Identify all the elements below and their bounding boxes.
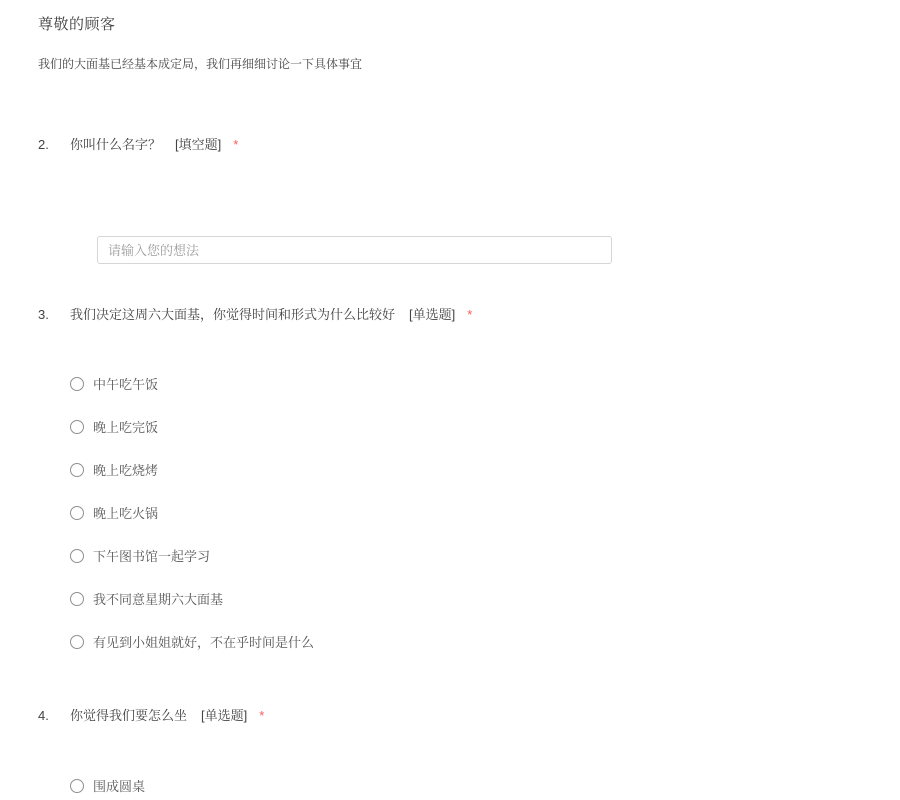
form-description: 我们的大面基已经基本成定局，我们再细细讨论一下具体事宜 bbox=[38, 57, 363, 71]
question-3-option-1[interactable] bbox=[70, 374, 314, 417]
question-4-single-choice bbox=[38, 706, 264, 725]
option-label: 晚上吃完饭 bbox=[93, 419, 159, 435]
question-3-option-4[interactable] bbox=[70, 503, 314, 546]
question-2-required-asterisk: * bbox=[233, 137, 239, 152]
radio-button-icon[interactable] bbox=[70, 549, 84, 563]
question-2-type-tag: [填空题] bbox=[175, 137, 222, 152]
question-4-option-1[interactable] bbox=[70, 776, 145, 800]
question-4-text: 你觉得我们要怎么坐 bbox=[70, 708, 188, 723]
question-3-option-6[interactable] bbox=[70, 589, 314, 632]
option-label: 围成圆桌 bbox=[93, 778, 146, 794]
question-4-type-tag: [单选题] bbox=[201, 708, 248, 723]
question-3-required-asterisk: * bbox=[467, 307, 473, 322]
question-2-answer-input[interactable] bbox=[97, 236, 612, 264]
radio-button-icon[interactable] bbox=[70, 420, 84, 434]
form-title: 尊敬的顾客 bbox=[38, 16, 116, 33]
option-label: 晚上吃烧烤 bbox=[93, 462, 159, 478]
option-label: 晚上吃火锅 bbox=[93, 505, 159, 521]
option-label: 有见到小姐姐就好，不在乎时间是什么 bbox=[93, 634, 315, 650]
question-2-fill-blank bbox=[38, 135, 238, 154]
radio-button-icon[interactable] bbox=[70, 779, 84, 793]
radio-button-icon[interactable] bbox=[70, 592, 84, 606]
option-label: 中午吃午饭 bbox=[93, 376, 159, 392]
question-3-option-7[interactable] bbox=[70, 632, 314, 675]
radio-button-icon[interactable] bbox=[70, 506, 84, 520]
question-2-text: 你叫什么名字？ bbox=[70, 137, 162, 152]
radio-button-icon[interactable] bbox=[70, 463, 84, 477]
question-3-option-3[interactable] bbox=[70, 460, 314, 503]
question-3-single-choice bbox=[38, 305, 472, 324]
question-3-options bbox=[70, 374, 314, 675]
question-3-type-tag: [单选题] bbox=[409, 307, 456, 322]
question-3-number: 3. bbox=[38, 307, 49, 322]
radio-button-icon[interactable] bbox=[70, 377, 84, 391]
question-4-required-asterisk: * bbox=[259, 708, 265, 723]
question-3-text: 我们决定这周六大面基，你觉得时间和形式为什么比较好 bbox=[70, 307, 396, 322]
question-3-option-2[interactable] bbox=[70, 417, 314, 460]
option-label: 我不同意星期六大面基 bbox=[93, 591, 224, 607]
question-4-options bbox=[70, 776, 145, 800]
radio-button-icon[interactable] bbox=[70, 635, 84, 649]
question-2-number: 2. bbox=[38, 137, 49, 152]
option-label: 下午图书馆一起学习 bbox=[93, 548, 211, 564]
question-4-number: 4. bbox=[38, 708, 49, 723]
question-3-option-5[interactable] bbox=[70, 546, 314, 589]
